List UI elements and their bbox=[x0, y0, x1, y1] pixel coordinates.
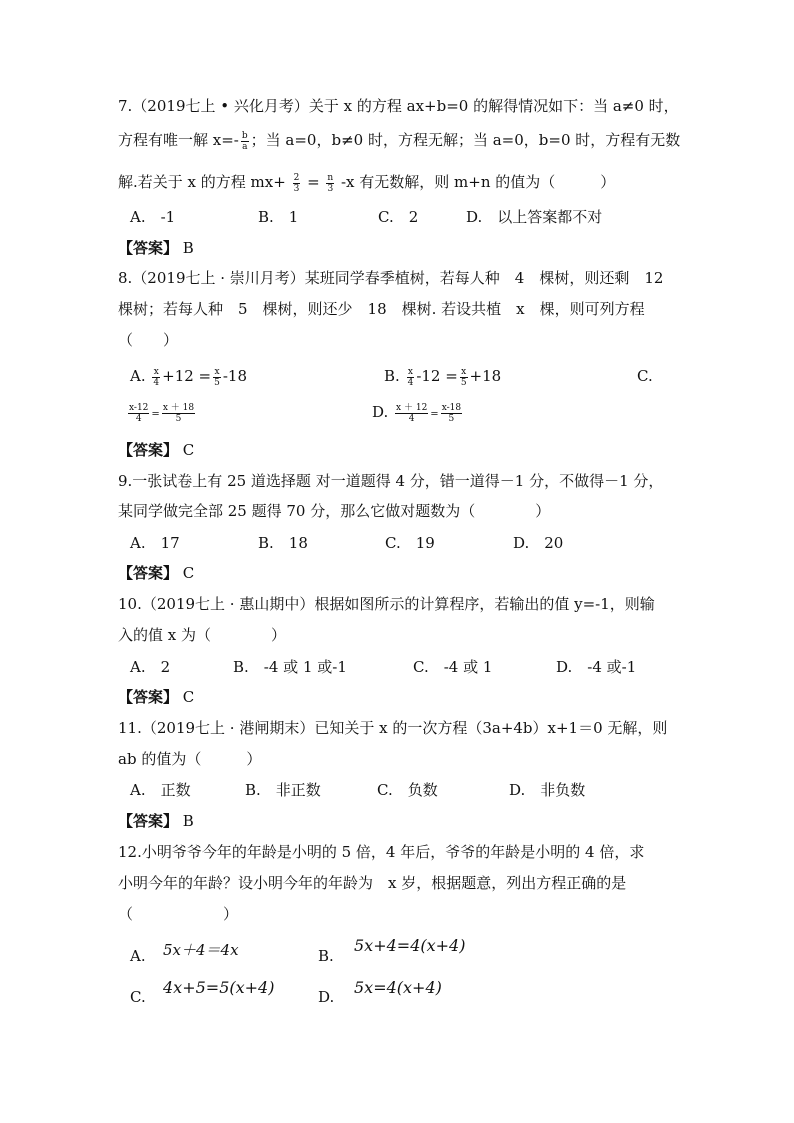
option-label: B. bbox=[384, 367, 400, 385]
frac-numerator: x-12 bbox=[129, 402, 149, 413]
q11-option-b: B. 非正数 bbox=[245, 781, 321, 799]
q12-option-c-expr: 4x+5=5(x+4) bbox=[163, 978, 275, 997]
frac-numerator: x-18 bbox=[441, 402, 462, 413]
q11-option-c: C. 负数 bbox=[377, 781, 438, 799]
answer-label: 【答案】 bbox=[118, 812, 179, 830]
frac-numerator: b bbox=[241, 130, 248, 141]
q8-line-3: （ ） bbox=[118, 331, 179, 349]
frac-numerator: x bbox=[461, 366, 467, 377]
q11-answer bbox=[118, 811, 194, 831]
q10-option-c: C. -4 或 1 bbox=[413, 658, 493, 676]
q10-line-1: 10.（2019七上 · 惠山期中）根据如图所示的计算程序，若输出的值 y=-1，则输 bbox=[118, 595, 655, 613]
q7-option-a: A. -1 bbox=[130, 208, 176, 226]
fraction bbox=[395, 403, 428, 424]
option-label: D. bbox=[372, 403, 389, 421]
q7-option-c: C. 2 bbox=[378, 208, 419, 226]
q11-line-1: 11.（2019七上 · 港闸期末）已知关于 x 的一次方程（3a+4b）x+1＝0 无解，则 bbox=[118, 719, 668, 737]
fraction bbox=[460, 367, 468, 388]
q7-line-2 bbox=[118, 130, 680, 152]
q10-option-a: A. 2 bbox=[130, 658, 171, 676]
q12-option-d-expr: 5x=4(x+4) bbox=[354, 978, 442, 997]
q7-line-3-text-b: -x 有无数解，则 m+n 的值为（ ） bbox=[336, 173, 616, 191]
option-mid: = bbox=[430, 409, 439, 420]
answer-label: 【答案】 bbox=[118, 564, 179, 582]
q7-line-1: 7.（2019七上 • 兴化月考）关于 x 的方程 ax+b=0 的解得情况如下：当 a≠0 时， bbox=[118, 97, 679, 115]
answer-label: 【答案】 bbox=[118, 688, 179, 706]
frac-denominator: 3 bbox=[293, 183, 300, 194]
q7-fraction-n-over-3 bbox=[326, 173, 334, 194]
answer-label: 【答案】 bbox=[118, 441, 179, 459]
fraction bbox=[213, 367, 221, 388]
q9-option-a: A. 17 bbox=[130, 534, 180, 552]
q7-option-d: D. 以上答案都不对 bbox=[466, 208, 603, 226]
frac-denominator: 5 bbox=[214, 377, 220, 388]
frac-numerator: n bbox=[327, 172, 334, 183]
q12-option-c-label: C. bbox=[130, 988, 146, 1006]
q9-option-c: C. 19 bbox=[385, 534, 435, 552]
q7-line-2-text-b: ；当 a=0，b≠0 时，方程无解；当 a=0，b=0 时，方程有无数 bbox=[250, 131, 681, 149]
q8-line-1: 8.（2019七上 · 崇川月考）某班同学春季植树，若每人种 4 棵树，则还剩 12 bbox=[118, 269, 664, 287]
q7-equals: = bbox=[302, 173, 325, 191]
q10-option-d: D. -4 或-1 bbox=[556, 658, 637, 676]
frac-numerator: x bbox=[407, 366, 413, 377]
q9-line-1: 9.一张试卷上有 25 道选择题 对一道题得 4 分，错一道得－1 分，不做得－1 分， bbox=[118, 472, 664, 490]
q12-line-1: 12.小明爷爷今年的年龄是小明的 5 倍，4 年后，爷爷的年龄是小明的 4 倍，求 bbox=[118, 843, 645, 861]
answer-value: B bbox=[182, 239, 194, 257]
frac-denominator: 5 bbox=[448, 413, 455, 424]
q11-option-d: D. 非负数 bbox=[509, 781, 586, 799]
frac-denominator: 4 bbox=[407, 377, 414, 388]
fraction bbox=[162, 403, 195, 424]
fraction bbox=[407, 367, 415, 388]
frac-denominator: a bbox=[242, 141, 248, 152]
option-end: -18 bbox=[222, 367, 248, 385]
q12-line-3: （ ） bbox=[118, 905, 239, 923]
frac-numerator: x bbox=[153, 366, 159, 377]
q8-option-a bbox=[130, 366, 247, 388]
q8-answer bbox=[118, 440, 194, 460]
answer-label: 【答案】 bbox=[118, 239, 179, 257]
fraction bbox=[128, 403, 149, 424]
answer-value: B bbox=[182, 812, 194, 830]
q7-fraction-b-over-a bbox=[241, 131, 249, 152]
frac-denominator: 4 bbox=[408, 413, 415, 424]
q9-option-b: B. 18 bbox=[258, 534, 308, 552]
fraction bbox=[441, 403, 462, 424]
q8-option-c-label: C. bbox=[637, 367, 653, 385]
q7-answer bbox=[118, 238, 194, 258]
q7-fraction-2-over-3 bbox=[293, 173, 301, 194]
frac-denominator: 5 bbox=[175, 413, 182, 424]
q10-line-2: 入的值 x 为（ ） bbox=[118, 626, 286, 644]
q9-line-2: 某同学做完全部 25 题得 70 分，那么它做对题数为（ ） bbox=[118, 502, 551, 520]
q8-option-d bbox=[372, 402, 464, 425]
q12-option-b-label: B. bbox=[318, 947, 334, 965]
q8-option-b bbox=[384, 366, 501, 388]
option-mid: = bbox=[151, 409, 160, 420]
q9-option-d: D. 20 bbox=[513, 534, 564, 552]
answer-value: C bbox=[182, 441, 195, 459]
q12-option-d-label: D. bbox=[318, 988, 335, 1006]
option-mid: -12 = bbox=[416, 367, 458, 385]
q12-option-b-expr: 5x+4=4(x+4) bbox=[354, 936, 466, 955]
q8-line-2: 棵树；若每人种 5 棵树，则还少 18 棵树. 若设共植 x 棵，则可列方程 bbox=[118, 300, 645, 318]
q8-option-c bbox=[126, 402, 197, 425]
option-label: A. bbox=[130, 367, 146, 385]
q7-line-3-text-a: 解.若关于 x 的方程 mx+ bbox=[118, 173, 291, 191]
q9-answer bbox=[118, 563, 194, 583]
frac-numerator: x ＋ 12 bbox=[396, 402, 428, 413]
frac-denominator: 4 bbox=[135, 413, 142, 424]
q7-line-2-text-a: 方程有唯一解 x=- bbox=[118, 131, 239, 149]
frac-denominator: 5 bbox=[460, 377, 467, 388]
frac-numerator: x ＋ 18 bbox=[162, 402, 195, 413]
option-mid: +12 = bbox=[162, 367, 212, 385]
q12-option-a-expr: 5x＋4＝4x bbox=[163, 941, 239, 959]
q10-option-b: B. -4 或 1 或-1 bbox=[233, 658, 347, 676]
answer-value: C bbox=[182, 564, 195, 582]
q10-answer bbox=[118, 687, 194, 707]
frac-denominator: 4 bbox=[153, 377, 160, 388]
q7-option-b: B. 1 bbox=[258, 208, 299, 226]
frac-denominator: 3 bbox=[327, 183, 334, 194]
q12-option-a-label: A. bbox=[130, 947, 146, 965]
q12-line-2: 小明今年的年龄？设小明今年的年龄为 x 岁，根据题意，列出方程正确的是 bbox=[118, 874, 627, 892]
frac-numerator: x bbox=[214, 366, 220, 377]
q7-line-3 bbox=[118, 172, 615, 194]
q11-line-2: ab 的值为（ ） bbox=[118, 750, 262, 768]
frac-numerator: 2 bbox=[293, 172, 300, 183]
q11-option-a: A. 正数 bbox=[130, 781, 191, 799]
fraction bbox=[152, 367, 160, 388]
answer-value: C bbox=[182, 688, 195, 706]
option-end: +18 bbox=[469, 367, 502, 385]
